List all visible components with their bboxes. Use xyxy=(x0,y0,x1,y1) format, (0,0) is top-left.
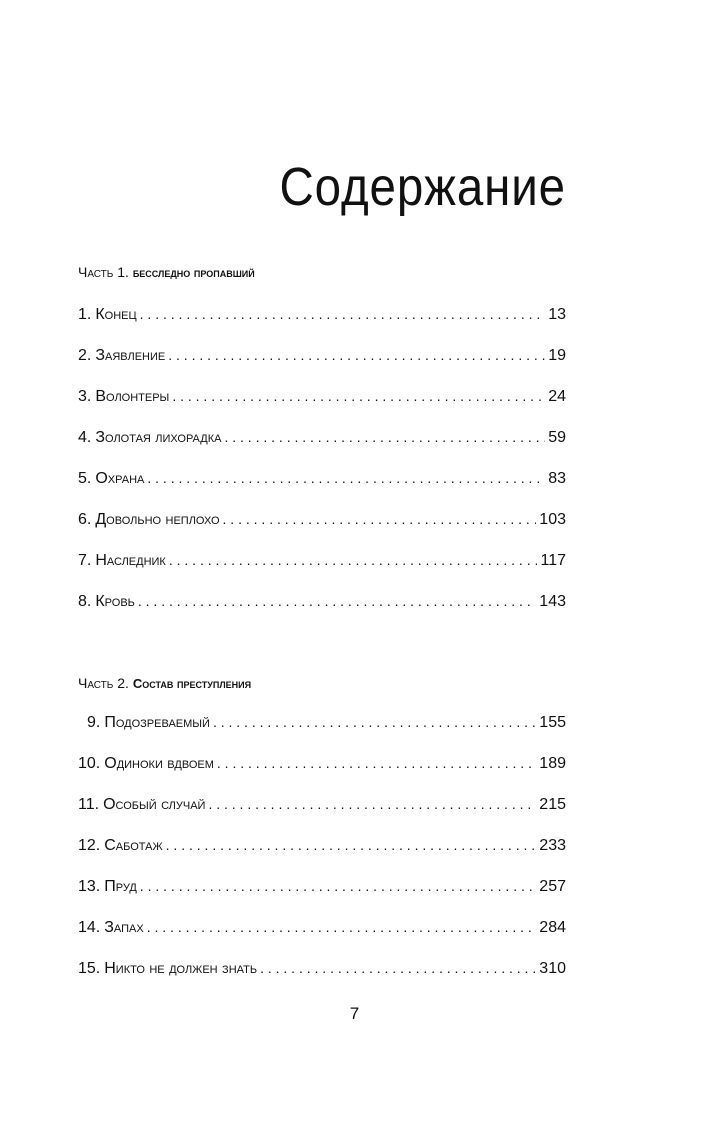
chapter-number: 4. xyxy=(78,429,92,446)
toc-entry[interactable] xyxy=(78,875,566,897)
chapter-title: Запах xyxy=(104,919,144,936)
part-2-name: Состав преступления xyxy=(132,676,252,691)
toc-entry[interactable] xyxy=(78,752,566,774)
dot-leader xyxy=(217,752,536,774)
chapter-title: Довольно неплохо xyxy=(95,511,220,528)
chapter-title: Золотая лихорадка xyxy=(95,429,222,446)
chapter-title: Волонтеры xyxy=(95,388,170,405)
page-number: 189 xyxy=(539,755,566,772)
chapter-number: 5. xyxy=(78,470,92,487)
chapter-number: 6. xyxy=(78,511,92,528)
toc-entry[interactable] xyxy=(78,385,566,407)
part-1-prefix: Часть 1. xyxy=(78,264,129,280)
chapter-number: 13. xyxy=(78,878,101,895)
chapter-number: 7. xyxy=(78,552,92,569)
dot-leader xyxy=(224,426,545,448)
dot-leader xyxy=(172,385,545,407)
page-number: 13 xyxy=(548,306,566,323)
page-number: 59 xyxy=(548,429,566,446)
chapter-number: 10. xyxy=(78,755,101,772)
chapter-number: 11. xyxy=(78,796,100,813)
chapter-number: 14. xyxy=(78,919,101,936)
page-title: Содержание xyxy=(279,157,566,217)
dot-leader xyxy=(169,549,538,571)
chapter-title: Саботаж xyxy=(104,837,163,854)
dot-leader xyxy=(223,508,537,530)
page-number: 155 xyxy=(539,714,566,731)
chapter-title: Заявление xyxy=(95,347,166,364)
toc-entry[interactable] xyxy=(78,344,566,366)
chapter-title: Кровь xyxy=(95,593,135,610)
page-number: 257 xyxy=(539,878,566,895)
chapter-number: 3. xyxy=(78,388,92,405)
page-number: 103 xyxy=(539,511,566,528)
chapter-title: Никто не должен знать xyxy=(104,960,258,977)
page-number: 24 xyxy=(548,388,566,405)
page-number: 83 xyxy=(548,470,566,487)
chapter-title: Пруд xyxy=(104,878,137,895)
part-1-heading xyxy=(78,262,566,283)
part-2-prefix: Часть 2. xyxy=(78,675,129,691)
page-number: 117 xyxy=(540,552,566,569)
toc-entry[interactable] xyxy=(78,590,566,612)
page-number: 233 xyxy=(539,837,566,854)
toc-entry[interactable] xyxy=(78,303,566,325)
chapter-number: 15. xyxy=(78,960,101,977)
toc-entry[interactable] xyxy=(78,916,566,938)
page-number: 215 xyxy=(539,796,566,813)
chapter-number: 2. xyxy=(78,347,92,364)
chapter-title: Особый случай xyxy=(103,796,206,813)
toc-entry[interactable] xyxy=(78,549,566,571)
page-number: 19 xyxy=(548,347,566,364)
chapter-title: Одиноки вдвоем xyxy=(104,755,214,772)
chapter-title: Конец xyxy=(95,306,137,323)
chapter-number: 8. xyxy=(78,593,92,610)
page-number: 143 xyxy=(539,593,566,610)
toc-entry[interactable] xyxy=(78,834,566,856)
part-2-heading xyxy=(78,673,566,694)
toc-entry[interactable] xyxy=(78,793,566,815)
chapter-number: 9. xyxy=(87,714,101,731)
chapter-title: Охрана xyxy=(95,470,145,487)
dot-leader xyxy=(213,711,536,733)
folio-page-number: 7 xyxy=(349,1004,360,1023)
dot-leader xyxy=(147,467,545,489)
part-1-name: бесследно пропавший xyxy=(132,265,255,280)
toc-entry[interactable] xyxy=(78,426,566,448)
chapter-title: Подозреваемый xyxy=(104,714,210,731)
dot-leader xyxy=(260,957,536,979)
toc-entry[interactable] xyxy=(78,957,566,979)
dot-leader xyxy=(147,916,537,938)
dot-leader xyxy=(140,303,546,325)
chapter-title: Наследник xyxy=(95,552,166,569)
dot-leader xyxy=(138,590,536,612)
chapter-number: 12. xyxy=(78,837,101,854)
dot-leader xyxy=(208,793,536,815)
toc-entry[interactable] xyxy=(78,467,566,489)
toc-entry[interactable] xyxy=(78,711,566,733)
dot-leader xyxy=(168,344,545,366)
page-number: 310 xyxy=(539,960,566,977)
dot-leader xyxy=(166,834,537,856)
toc-entry[interactable] xyxy=(78,508,566,530)
page-number: 284 xyxy=(539,919,566,936)
chapter-number: 1. xyxy=(78,306,92,323)
dot-leader xyxy=(140,875,537,897)
